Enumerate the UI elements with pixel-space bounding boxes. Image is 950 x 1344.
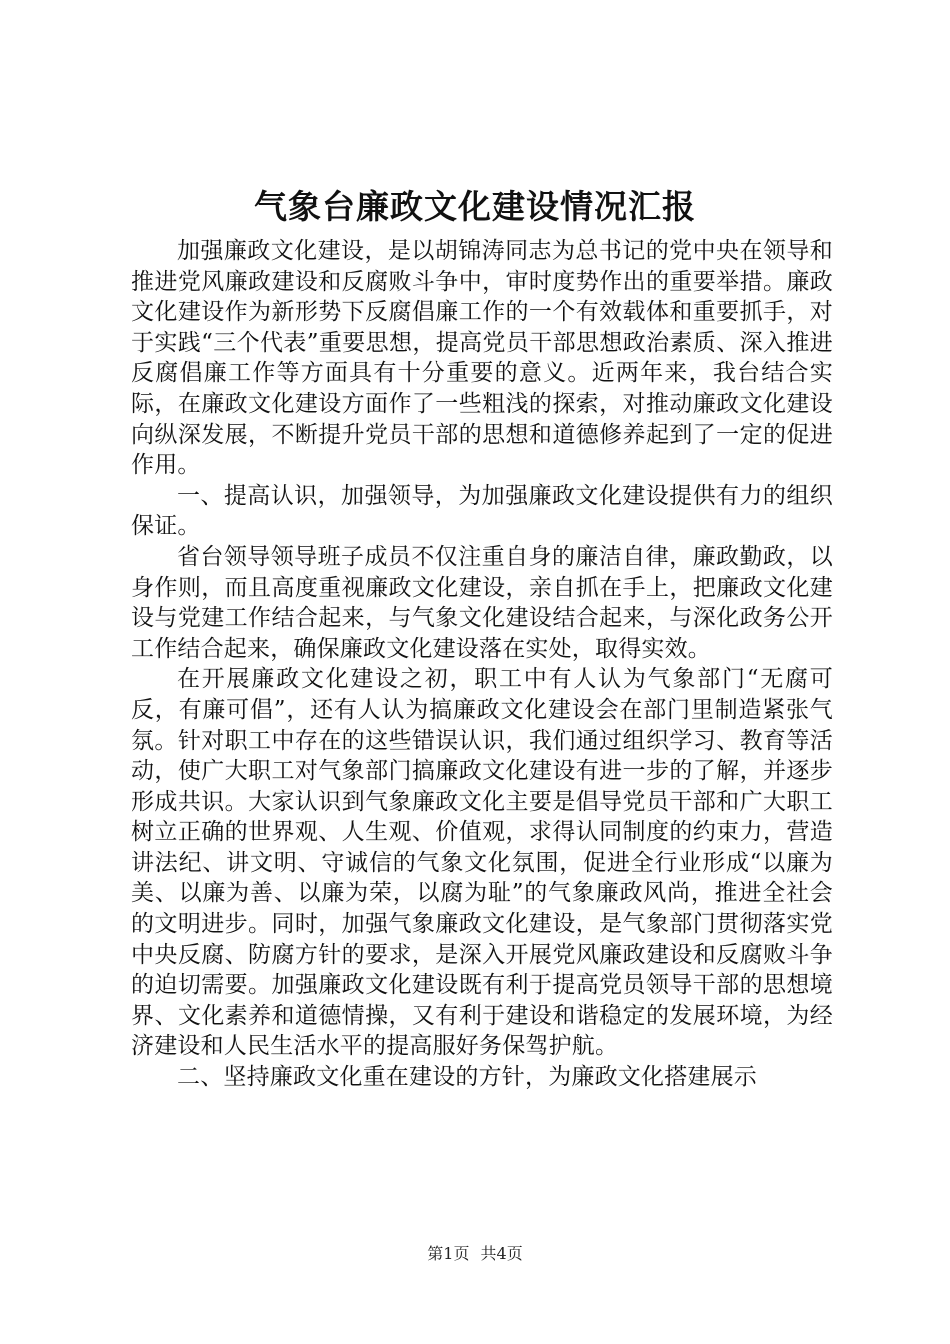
paragraph-leadership: 省台领导领导班子成员不仅注重自身的廉洁自律，廉政勤政，以身作则，而且高度重视廉政文化建设，亲自抓在手上，把廉政文化建设与党建工作结合起来，与气象文化建设结合起来，与深化政务公开工作结合起来，确保廉政文化建设落在实处，取得实效。	[131, 543, 833, 662]
paragraph-section-one-heading: 一、提高认识，加强领导，为加强廉政文化建设提供有力的组织保证。	[131, 482, 833, 540]
page-footer	[0, 1242, 950, 1266]
paragraph-intro: 加强廉政文化建设，是以胡锦涛同志为总书记的党中央在领导和推进党风廉政建设和反腐败斗争中，审时度势作出的重要举措。廉政文化建设作为新形势下反腐倡廉工作的一个有效载体和重要抓手，对于实践“三个代表”重要思想，提高党员干部思想政治素质、深入推进反腐倡廉工作等方面具有十分重要的意义。近两年来，我台结合实际，在廉政文化建设方面作了一些粗浅的探索，对推动廉政文化建设向纵深发展，不断提升党员干部的思想和道德修养起到了一定的促进作用。	[131, 238, 833, 479]
page-total: 共4页	[480, 1244, 523, 1263]
paragraph-awareness: 在开展廉政文化建设之初，职工中有人认为气象部门“无腐可反，有廉可倡”，还有人认为搞廉政文化建设会在部门里制造紧张气氛。针对职工中存在的这些错误认识，我们通过组织学习、教育等活动，使广大职工对气象部门搞廉政文化建设有进一步的了解，并逐步形成共识。大家认识到气象廉政文化主要是倡导党员干部和广大职工树立正确的世界观、人生观、价值观，求得认同制度的约束力，营造讲法纪、讲文明、守诚信的气象文化氛围，促进全行业形成“以廉为美、以廉为善、以廉为荣，以腐为耻”的气象廉政风尚，推进全社会的文明进步。同时，加强气象廉政文化建设，是气象部门贯彻落实党中央反腐、防腐方针的要求，是深入开展党风廉政建设和反腐败斗争的迫切需要。加强廉政文化建设既有利于提高党员领导干部的思想境界、文化素养和道德情操，又有利于建设和谐稳定的发展环境，为经济建设和人民生活水平的提高服好务保驾护航。	[131, 666, 833, 1060]
document-body	[131, 236, 833, 1093]
page-number: 第1页	[427, 1244, 470, 1263]
paragraph-section-two-heading: 二、坚持廉政文化重在建设的方针，为廉政文化搭建展示	[177, 1064, 757, 1091]
document-title: 气象台廉政文化建设情况汇报	[254, 187, 696, 226]
